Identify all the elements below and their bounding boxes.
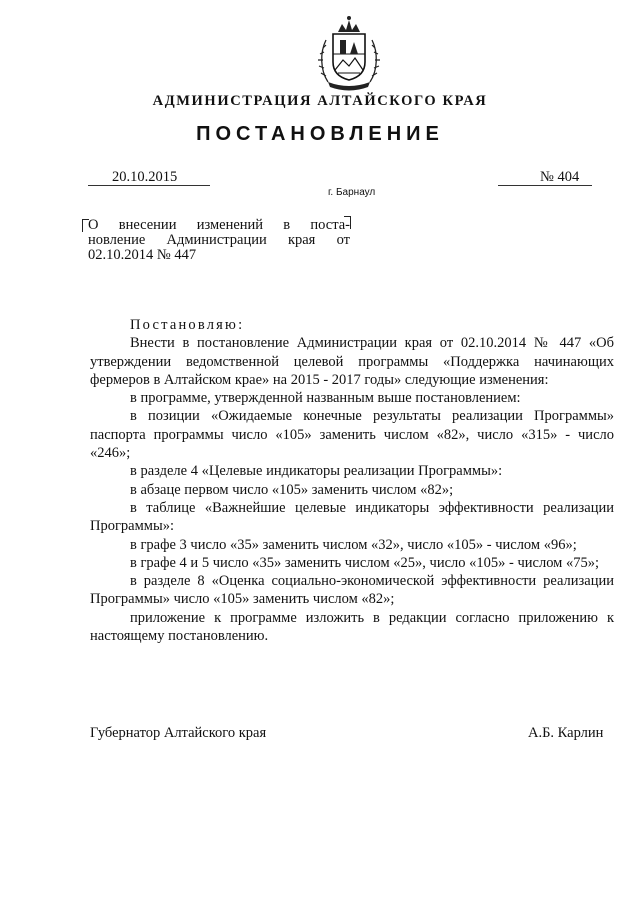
body-paragraph: в таблице «Важнейшие целевые индикаторы эффективности реализации Программы»:: [90, 499, 614, 535]
number-underline: [498, 185, 592, 186]
body-paragraph: в позиции «Ожидаемые конечные результаты реализации Программы» паспорта программы число «105» заменить числом «82», число «315» - число «246»;: [90, 408, 614, 462]
coat-of-arms-icon: [318, 12, 380, 96]
document-date: 20.10.2015: [112, 169, 178, 185]
document-type: ПОСТАНОВЛЕНИЕ: [196, 123, 444, 145]
city-name: г. Барнаул: [328, 187, 376, 198]
subject-line-2: новление Администрации края от: [88, 232, 350, 248]
document-subject: [88, 218, 350, 263]
document-body: [90, 316, 614, 645]
signatory-title: Губернатор Алтайского края: [90, 725, 267, 741]
body-paragraph: в разделе 4 «Целевые индикаторы реализации Программы»:: [130, 463, 503, 480]
body-paragraph: в разделе 8 «Оценка социально-экономической эффективности реализации Программы» число «105» заменить числом «82»;: [90, 573, 614, 608]
body-paragraph: в графе 4 и 5 число «35» заменить числом «25», число «105» - числом «75»;: [130, 554, 599, 571]
body-paragraph: приложение к программе изложить в редакции согласно приложению к настоящему постановлению.: [90, 609, 614, 645]
subject-line-3: 02.10.2014 № 447: [88, 247, 197, 263]
subject-line-1: О внесении изменений в поста-: [88, 217, 350, 233]
body-paragraph: Внести в постановление Администрации края от 02.10.2014 № 447 «Об утверждении ведомственной целевой программы «Поддержка начинающих фермеров в Алтайском крае» на 2015 - 2017 годы» следующие изменения:: [90, 335, 614, 388]
body-paragraph: в графе 3 число «35» заменить числом «32», число «105» - числом «96»;: [130, 536, 577, 553]
organization-name: АДМИНИСТРАЦИЯ АЛТАЙСКОГО КРАЯ: [152, 93, 488, 109]
body-paragraph: в программе, утвержденной названным выше постановлением:: [130, 390, 521, 407]
greeting: Постановляю:: [130, 317, 245, 333]
signatory-name: А.Б. Карлин: [528, 725, 604, 741]
body-paragraph: в абзаце первом число «105» заменить числом «82»;: [130, 481, 454, 498]
date-underline: [88, 185, 210, 186]
document-number: № 404: [540, 169, 580, 185]
